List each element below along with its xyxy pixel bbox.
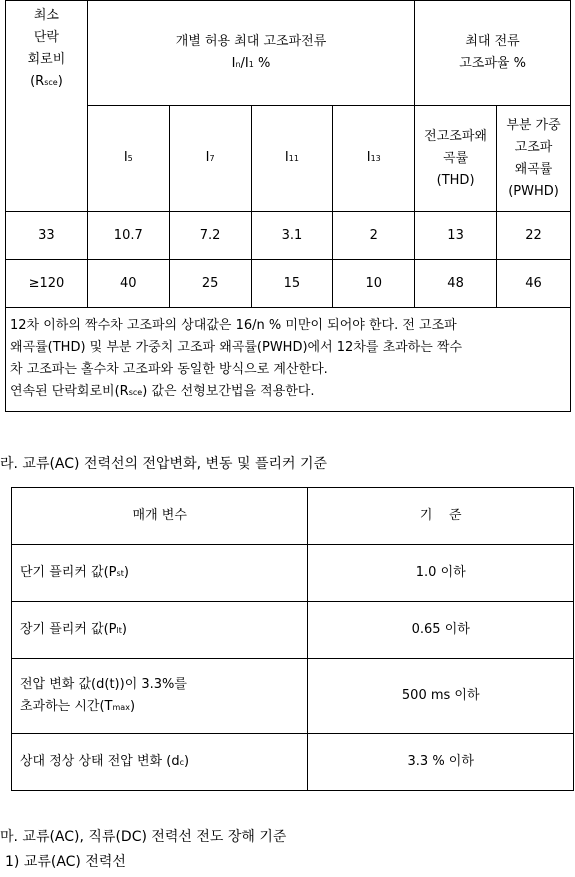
ratio-formula: In/I1 % (231, 55, 271, 71)
individual-harmonic-header: 개별 허용 최대 고조파전류 In/I1 % (87, 1, 414, 106)
table-row: ≥120 40 25 15 10 48 46 (6, 260, 571, 308)
section-heading-ma: 마. 교류(AC), 직류(DC) 전력선 전도 장해 기준 (0, 829, 287, 845)
criterion-header: 기 준 (308, 488, 574, 545)
section-heading-ra: 라. 교류(AC) 전력선의 전압변화, 변동 및 플리커 기준 (0, 456, 328, 472)
max-harmonic-header: 최대 전류 고조파율 % (415, 1, 571, 106)
order-header-i11: I11 (251, 106, 333, 212)
table-row: 장기 플리커 값(Plt) 0.65 이하 (12, 602, 574, 659)
pwhd-header: 부분 가중 고조파 왜곡률 (PWHD) (497, 106, 571, 212)
table-row: 전압 변화 값(d(t))이 3.3%를 초과하는 시간(Tmax) 500 ms 이하 (12, 659, 574, 734)
short-circuit-ratio-header: 최소 단락 회로비 (Rsce) (6, 1, 88, 212)
table-row: 단기 플리커 값(Pst) 1.0 이하 (12, 545, 574, 602)
voltage-flicker-table (11, 487, 574, 791)
table-row: 상대 정상 상태 전압 변화 (dc) 3.3 % 이하 (12, 734, 574, 791)
param-header: 매개 변수 (12, 488, 308, 545)
subsection-heading-ac: 1) 교류(AC) 전력선 (5, 854, 126, 870)
thd-header: 전고조파왜 곡률 (THD) (415, 106, 497, 212)
order-header-i7: I7 (169, 106, 251, 212)
table-row: 33 10.7 7.2 3.1 2 13 22 (6, 212, 571, 260)
order-header-i5: I5 (87, 106, 169, 212)
table-note: 12차 이하의 짝수차 고조파의 상대값은 16/n % 미만이 되어야 한다. 전 고조파 왜곡률(THD) 및 부분 가중치 고조파 왜곡률(PWHD)에서 12차를 초과하는 짝수 차 고조파는 홀수차 고조파와 동일한 방식으로 계산한다. 연속된 단락회로비(Rsce) 값은 선형보간법을 적용한다. (6, 308, 571, 412)
order-header-i13: I13 (333, 106, 415, 212)
harmonic-current-table (5, 0, 571, 412)
